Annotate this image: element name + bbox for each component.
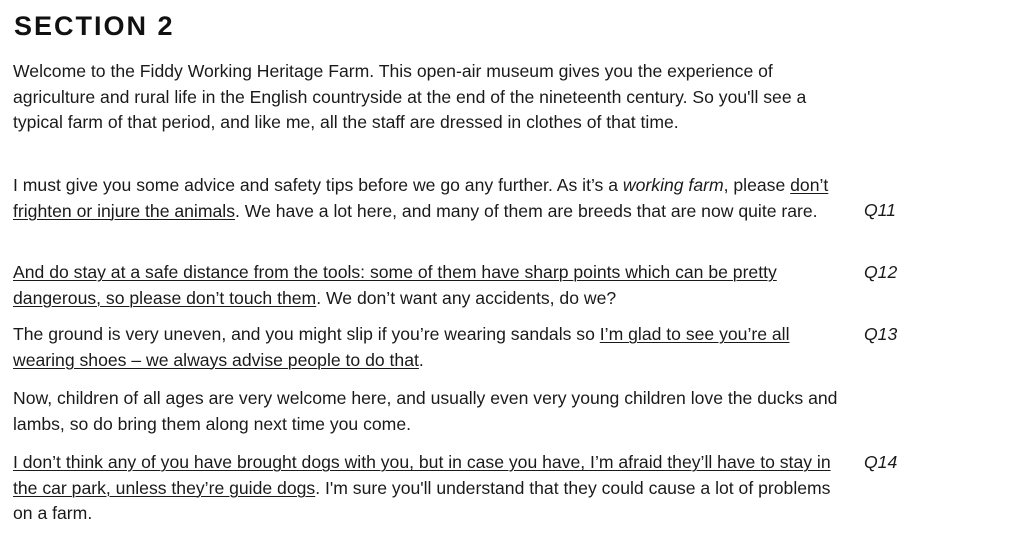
question-label-q14: Q14 — [864, 452, 898, 472]
paragraph-dogs — [13, 450, 848, 527]
answer-underline-q12: And do stay at a safe distance from the tools: some of them have sharp points which can be pretty dangerous, so please don’t touch them — [13, 262, 777, 308]
paragraph-text: Welcome to the Fiddy Working Heritage Farm. This open-air museum gives you the experience of agriculture and rural life in the English countryside at the end of the nineteenth century. So you'll see a typical farm of that period, and like me, all the staff are dressed in clothes of that time. — [13, 61, 807, 132]
paragraph-text: Now, children of all ages are very welcome here, and usually even very young children love the ducks and lambs, so do bring them along next time you come. — [13, 388, 838, 434]
paragraph-welcome — [13, 59, 848, 136]
paragraph-text: . I'm sure you'll understand that they could cause a lot of problems on a farm. — [13, 477, 831, 523]
paragraph-safety-tips — [13, 173, 848, 224]
question-label-q13: Q13 — [864, 324, 898, 344]
paragraph-text: I must give you some advice and safety tips before we go any further. As it’s a — [13, 175, 623, 195]
paragraph-text: . We don’t want any accidents, do we? — [316, 287, 617, 308]
paragraph-children — [13, 386, 848, 437]
paragraph-tools — [13, 260, 848, 311]
answer-underline-q11: don’t frighten or injure the animals — [13, 175, 829, 221]
paragraph-text: The ground is very uneven, and you might slip if you’re wearing sandals so — [13, 324, 600, 344]
answer-underline-q14: I don’t think any of you have brought dogs with you, but in case you have, I’m afraid they’ll have to stay in the car park, unless they’re guide dogs — [13, 452, 831, 498]
paragraph-text: , please — [723, 175, 791, 195]
question-label-q11: Q11 — [864, 200, 896, 220]
question-label-q12: Q12 — [864, 262, 898, 282]
paragraph-text: . We have a lot here, and many of them are breeds that are now quite rare. — [235, 200, 818, 221]
answer-underline-q13: I’m glad to see you’re all wearing shoes – we always advise people to do that — [13, 324, 790, 370]
section-title: SECTION 2 — [14, 11, 175, 41]
paragraph-ground — [13, 322, 848, 373]
paragraph-text: . — [418, 349, 424, 370]
italic-text: working farm — [622, 175, 724, 195]
